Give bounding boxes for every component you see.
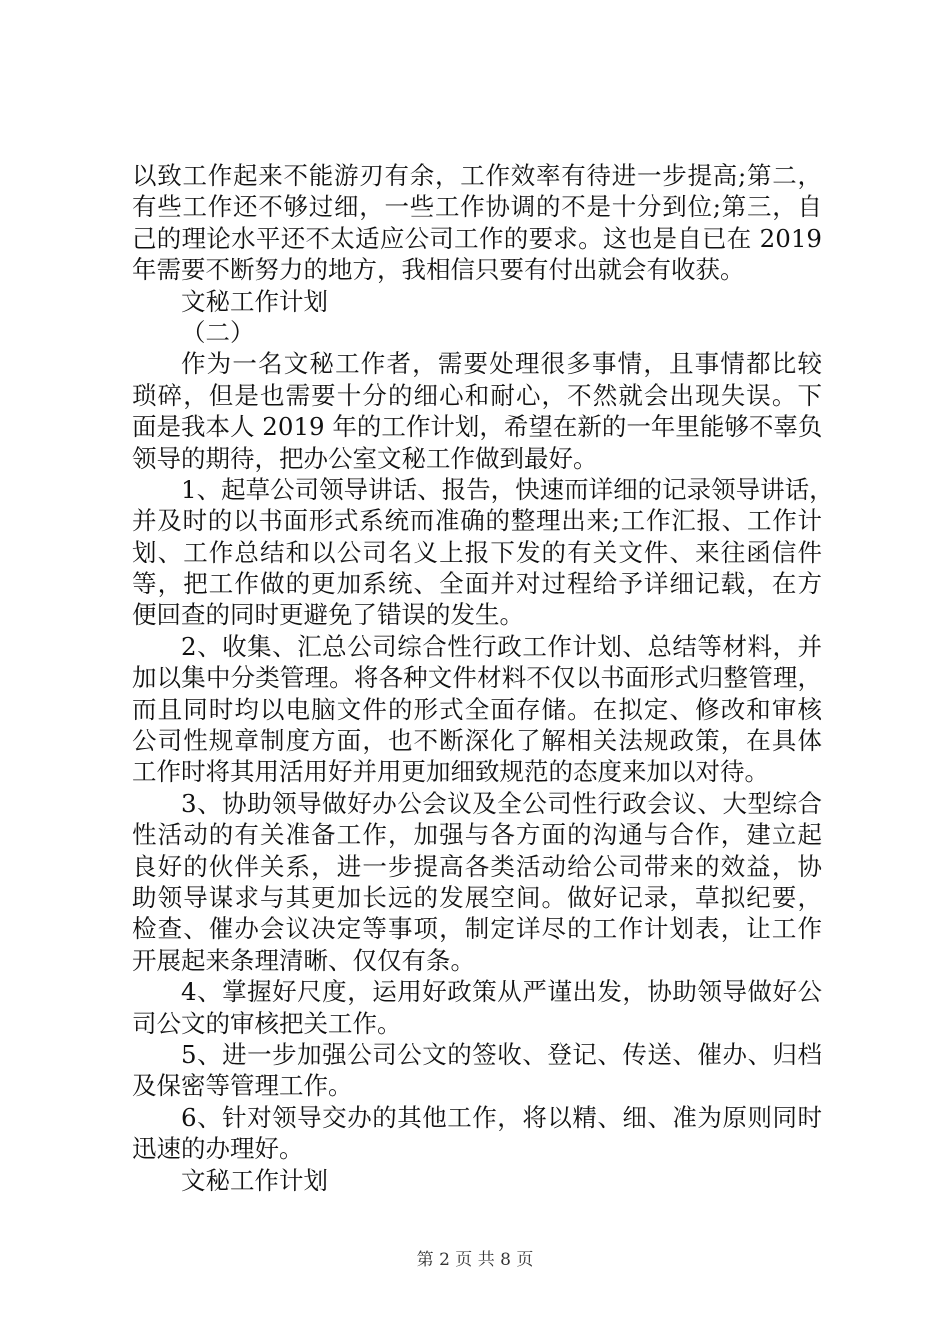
text-line: （二） [181, 317, 255, 347]
text-line: 划、工作总结和以公司名义上报下发的有关文件、来往函信件 [132, 537, 822, 567]
text-line: 1、起草公司领导讲话、报告，快速而详细的记录领导讲话， [181, 474, 834, 504]
text-line: 5、进一步加强公司公文的签收、登记、传送、催办、归档 [181, 1039, 822, 1069]
text-line: 司公文的审核把关工作。 [132, 1008, 402, 1038]
text-line: 有些工作还不够过细，一些工作协调的不是十分到位;第三，自 [132, 192, 822, 222]
text-line: 4、掌握好尺度，运用好政策从严谨出发，协助领导做好公 [181, 977, 822, 1007]
page-footer: 第 2 页 共 8 页 [416, 1250, 534, 1270]
text-line: 作为一名文秘工作者，需要处理很多事情，且事情都比较 [181, 349, 822, 379]
text-line: 3、协助领导做好办公会议及全公司性行政会议、大型综合 [181, 788, 822, 818]
text-line: 良好的伙伴关系，进一步提高各类活动给公司带来的效益，协 [132, 851, 822, 881]
text-line: 等，把工作做的更加系统、全面并对过程给予详细记载，在方 [132, 569, 822, 599]
text-line: 领导的期待，把办公室文秘工作做到最好。 [132, 443, 598, 473]
text-line: 6、针对领导交办的其他工作，将以精、细、准为原则同时 [181, 1102, 822, 1132]
text-line: 便回查的同时更避免了错误的发生。 [132, 600, 524, 630]
text-line: 公司性规章制度方面，也不断深化了解相关法规政策，在具体 [132, 726, 822, 756]
text-line: 开展起来条理清晰、仅仅有条。 [132, 945, 475, 975]
text-line: 并及时的以书面形式系统而准确的整理出来;工作汇报、工作计 [132, 506, 822, 536]
text-line: 加以集中分类管理。将各种文件材料不仅以书面形式归整管理， [132, 663, 822, 693]
text-line: 年需要不断努力的地方，我相信只要有付出就会有收获。 [132, 255, 745, 285]
text-line: 工作时将其用活用好并用更加细致规范的态度来加以对待。 [132, 757, 769, 787]
text-line: 以致工作起来不能游刃有余，工作效率有待进一步提高;第二， [132, 161, 822, 190]
text-line: 性活动的有关准备工作，加强与各方面的沟通与合作，建立起 [132, 820, 822, 850]
text-line: 文秘工作计划 [181, 286, 328, 316]
text-line: 迅速的办理好。 [132, 1134, 304, 1164]
text-line: 面是我本人 2019 年的工作计划，希望在新的一年里能够不辜负 [132, 412, 823, 442]
text-line: 2、收集、汇总公司综合性行政工作计划、总结等材料，并 [181, 631, 822, 661]
document-body [132, 160, 834, 1196]
text-line: 而且同时均以电脑文件的形式全面存储。在拟定、修改和审核 [132, 694, 822, 724]
text-line: 检查、催办会议决定等事项，制定详尽的工作计划表，让工作 [132, 914, 822, 944]
text-line: 助领导谋求与其更加长远的发展空间。做好记录，草拟纪要， [132, 882, 822, 912]
text-line: 文秘工作计划 [181, 1165, 328, 1195]
text-line: 琐碎，但是也需要十分的细心和耐心，不然就会出现失误。下 [132, 380, 822, 410]
text-line: 及保密等管理工作。 [132, 1071, 353, 1101]
text-line: 己的理论水平还不太适应公司工作的要求。这也是自已在 2019 [132, 223, 822, 253]
